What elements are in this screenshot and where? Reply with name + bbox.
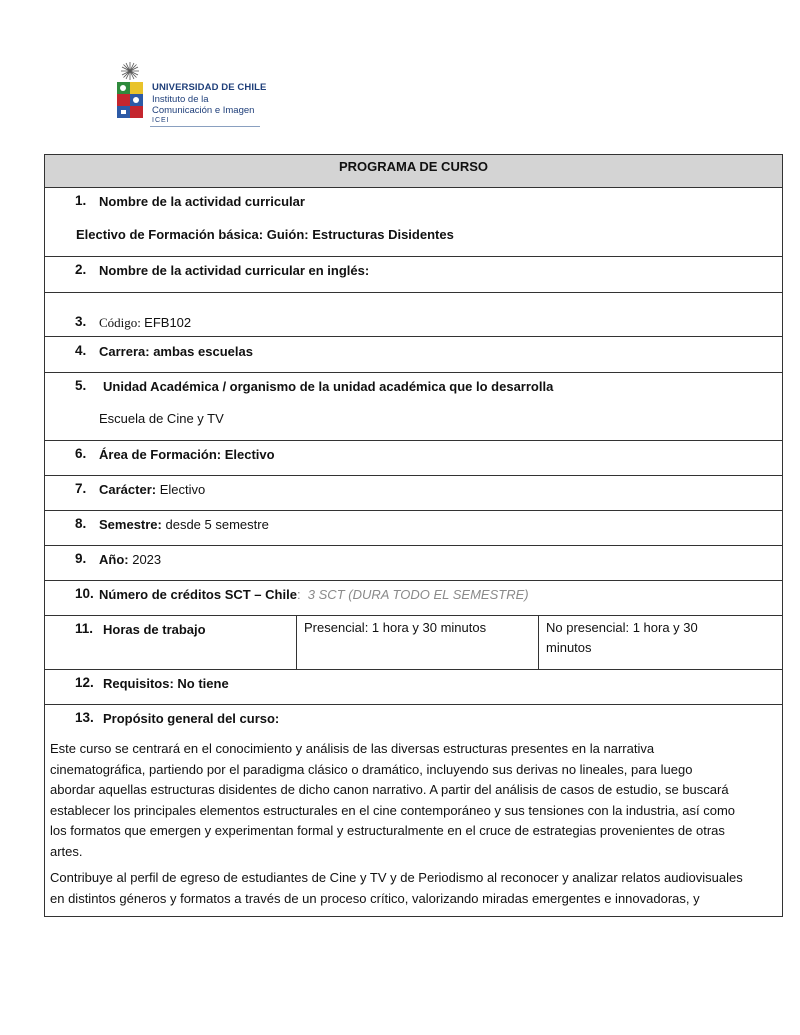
section-label: Requisitos: No tiene (103, 676, 229, 691)
paragraph-line: cinematográfica, partiendo por el paradigma clásico o dramático, incluyendo sus derivas no lineales, para luego (50, 761, 693, 777)
section-label: Horas de trabajo (103, 622, 206, 637)
section-number: 4. (75, 343, 87, 358)
paragraph-line: Contribuye al perfil de egreso de estudiantes de Cine y TV y de Periodismo al reconocer y analizar relatos audiovisuales (50, 870, 743, 885)
paragraph-line: abordar aquellas estructuras disidentes de dicho canon narrativo. A partir del análisis de casos de estudio, se buscará (50, 782, 729, 797)
code-value: EFB102 (144, 315, 192, 330)
section-code-text (99, 315, 191, 331)
section-code (45, 293, 782, 337)
program-table (44, 154, 783, 917)
purpose-paragraph-2 (50, 868, 775, 909)
academic-unit-value: Escuela de Cine y TV (99, 411, 224, 426)
section-label: Propósito general del curso: (103, 711, 280, 726)
section-number: 5. (75, 378, 87, 393)
semester-value: desde 5 semestre (161, 517, 269, 532)
section-activity-name (45, 188, 782, 257)
logo-acronym: ICEI (152, 117, 170, 124)
section-year-text (99, 552, 161, 567)
logo-institute-line1: Instituto de la (152, 94, 209, 105)
section-number: 8. (75, 516, 87, 531)
logo-institute-line2: Comunicación e Imagen (152, 105, 255, 116)
cell-divider (538, 616, 539, 669)
section-training-area (45, 441, 782, 476)
paragraph-line: en distintos géneros y formatos a través de un proceso crítico, valorizando miradas emergentes e innovadoras, y (50, 890, 700, 906)
section-general-purpose (45, 705, 782, 916)
section-academic-unit (45, 373, 782, 441)
section-label: Carrera: ambas escuelas (99, 344, 253, 359)
section-requirements (45, 670, 782, 705)
paragraph-line: Este curso se centrará en el conocimiento y análisis de las diversas estructuras presentes en la narrativa (50, 741, 655, 756)
credits-value: 3 SCT (DURA TODO EL SEMESTRE) (307, 587, 529, 602)
section-work-hours (45, 616, 782, 670)
logo-university-name: UNIVERSIDAD DE CHILE (152, 82, 267, 93)
credits-label: Número de créditos SCT – Chile (99, 587, 297, 602)
section-semester (45, 511, 782, 546)
section-number: 9. (75, 551, 87, 566)
purpose-paragraph-1 (50, 739, 775, 862)
section-label: Unidad Académica / organismo de la unidad académica que lo desarrolla (103, 379, 554, 394)
section-label: Nombre de la actividad curricular (99, 194, 305, 209)
section-character (45, 476, 782, 511)
university-logo (112, 60, 272, 130)
section-number: 13. (75, 710, 94, 725)
section-number: 7. (75, 481, 87, 496)
section-label: Área de Formación: Electivo (99, 447, 275, 462)
code-label: Código: (99, 315, 145, 330)
section-number: 6. (75, 446, 87, 461)
presencial-hours: Presencial: 1 hora y 30 minutos (304, 620, 487, 635)
paragraph-line: artes. (50, 843, 83, 859)
section-label: Nombre de la actividad curricular en inglés: (99, 263, 370, 278)
section-number: 1. (75, 193, 87, 208)
table-title-row (45, 155, 782, 188)
section-career (45, 337, 782, 373)
character-value: Electivo (156, 482, 206, 497)
university-crest-icon (112, 60, 152, 128)
section-number: 11. (75, 621, 94, 636)
activity-name-value: Electivo de Formación básica: Guión: Estructuras Disidentes (76, 227, 454, 242)
logo-rule (150, 126, 260, 127)
section-semester-text (99, 517, 269, 532)
character-label: Carácter: (99, 482, 157, 497)
credits-separator: : (296, 587, 301, 602)
no-presencial-hours-line1: No presencial: 1 hora y 30 (546, 620, 698, 635)
section-activity-name-english (45, 257, 782, 293)
section-credits (45, 581, 782, 616)
section-credits-text (99, 587, 529, 602)
program-title: PROGRAMA DE CURSO (338, 159, 489, 174)
section-year (45, 546, 782, 581)
section-number: 2. (75, 262, 87, 277)
section-number: 10. (75, 586, 94, 601)
cell-divider (296, 616, 297, 669)
no-presencial-hours-line2: minutos (546, 640, 592, 655)
year-label: Año: (99, 552, 129, 567)
paragraph-line: establecer los principales elementos estructurales en el cine contemporáneo y sus tensiones con la industria, así como (50, 802, 736, 818)
year-value: 2023 (128, 552, 162, 567)
section-number: 12. (75, 675, 94, 690)
section-number: 3. (75, 314, 87, 329)
paragraph-line: los formatos que emergen y experimentan formal y estructuralmente en el cruce de estrategias provenientes de otras (50, 823, 725, 838)
semester-label: Semestre: (99, 517, 162, 532)
section-character-text (99, 482, 205, 497)
